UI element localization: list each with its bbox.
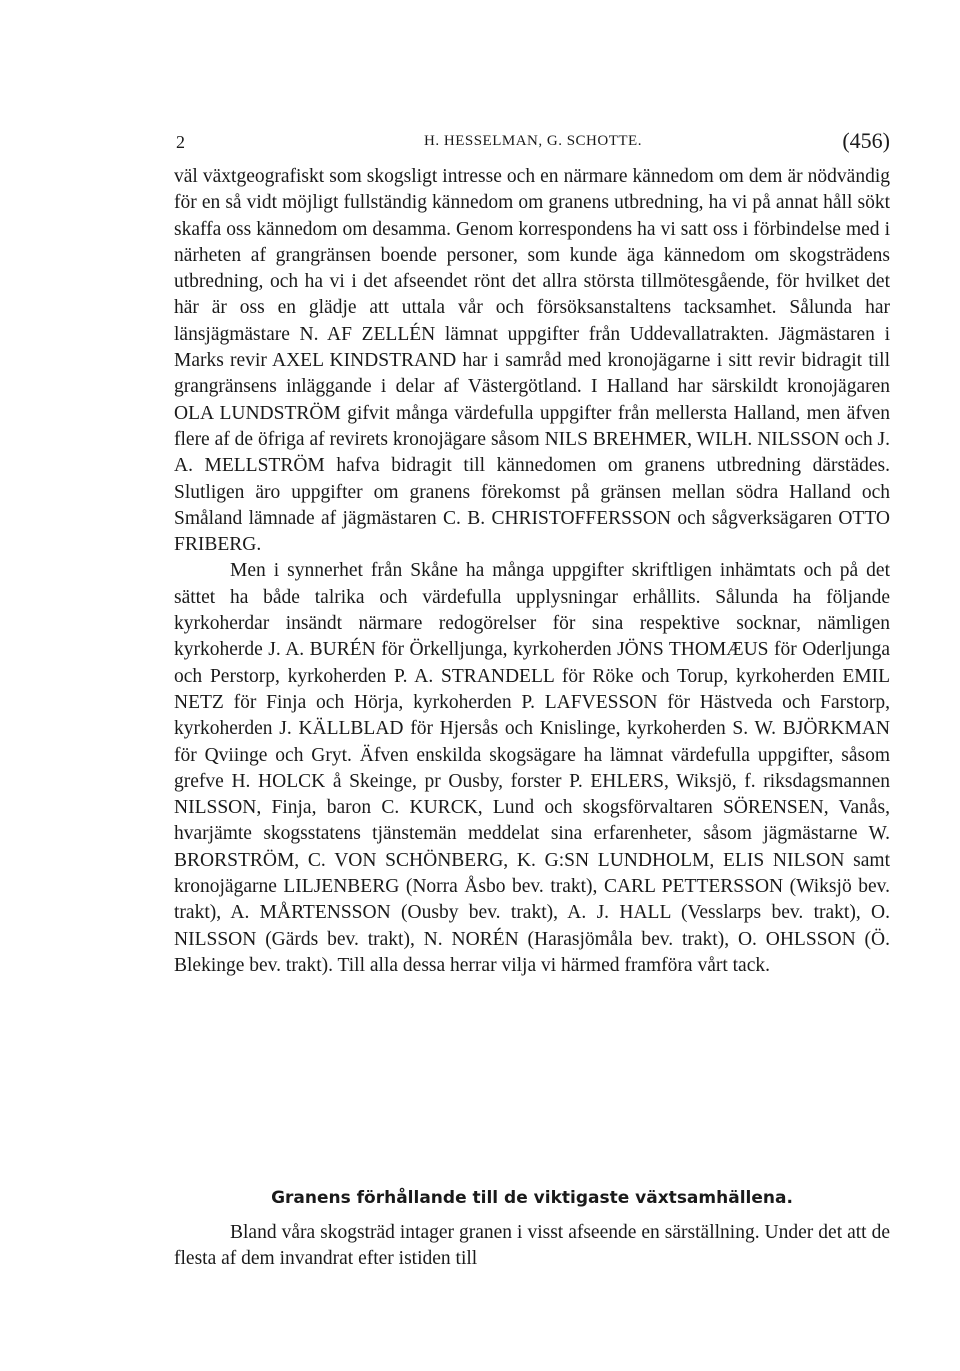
- paragraph-acknowledgements-2: Men i synnerhet från Skåne ha många uppgifter skriftligen inhämtats och på det sättet ha både talrika och värdefulla upplysningar erhållits. Sålunda ha följande kyrkoherdar insändt närmare redogörelser för sina respektive socknar, nämligen kyrkoherde J. A. BURÉN för Örkelljunga, kyrkoherden JÖNS THOMÆUS för Oderljunga och Perstorp, kyrkoherden P. A. STRANDELL för Röke och Torup, kyrkoherden EMIL NETZ för Finja och Hörja, kyrkoherden P. LAFVESSON för Hästveda och Farstorp, kyrkoherden J. KÄLLBLAD för Hjersås och Knislinge, kyrkoherden S. W. BJÖRKMAN för Qviinge och Gryt. Äfven enskilda skogsägare ha lämnat värdefulla uppgifter, såsom grefve H. HOLCK å Skeinge, pr Ousby, forster P. EHLERS, Wiksjö, f. riksdagsmannen NILSSON, Finja, baron C. KURCK, Lund och skogsförvaltaren SÖRENSEN, Vanås, hvarjämte skogsstatens tjänstemän meddelat sina erfarenheter, såsom jägmästarne W. BRORSTRÖM, C. VON SCHÖNBERG, K. G:SN LUNDHOLM, ELIS NILSON samt kronojägarne LILJENBERG (Norra Åsbo bev. trakt), CARL PETTERSSON (Wiksjö bev. trakt), A. MÅRTENSSON (Ousby bev. trakt), A. J. HALL (Vesslarps bev. trakt), O. NILSSON (Gärds bev. trakt), N. NORÉN (Harasjömåla bev. trakt), O. OHLSSON (Ö. Blekinge bev. trakt). Till alla dessa herrar vilja vi härmed framföra vårt tack.: [174, 560, 890, 976]
- page-header: [176, 124, 890, 164]
- body-text: [174, 164, 890, 979]
- section-paragraph: Bland våra skogsträd intager granen i visst afseende en särställning. Under det att de flesta af dem invandrat efter istiden till: [174, 1222, 890, 1270]
- page-number: 2: [176, 132, 185, 152]
- folio-number: (456): [842, 128, 890, 153]
- section-body: [174, 1220, 890, 1273]
- section-heading: Granens förhållande till de viktigaste växtsamhällena.: [271, 1188, 793, 1208]
- running-title: H. HESSELMAN, G. SCHOTTE.: [424, 133, 642, 149]
- paragraph-acknowledgements-1: väl växtgeografiskt som skogsligt intresse och en närmare kännedom om dem är nödvändig för en så vidt möjligt fullständig kännedom om granens utbredning, ha vi på annat håll sökt skaffa oss kännedom om desamma. Genom korrespondens ha vi satt oss i förbindelse med i närheten af grangränsen boende personer, som kunde äga kännedom om skogsträdens utbredning, och ha vi i det afseendet rönt det allra största tillmötesgående, för hvilket det här är oss en glädje att uttala vår och försöksanstaltens tacksamhet. Sålunda har länsjägmästare N. AF ZELLÉN lämnat uppgifter från Uddevallatrakten. Jägmästaren i Marks revir AXEL KINDSTRAND har i samråd med kronojägarne i sitt revir bidragit till grangränsens inläggande i delar af Västergötland. I Halland har särskildt kronojägaren OLA LUNDSTRÖM gifvit många värdefulla uppgifter från mellersta Halland, men äfven flere af de öfriga af revirets kronojägare såsom NILS BREHMER, WILH. NILSSON och J. A. MELLSTRÖM hafva bidragit till kännedomen om granens utbredning därstädes. Slutligen äro uppgifter om granens förekomst på gränsen mellan södra Halland och Småland lämnade af jägmästaren C. B. CHRISTOFFERSSON och sågverksägaren OTTO FRIBERG.: [174, 166, 890, 556]
